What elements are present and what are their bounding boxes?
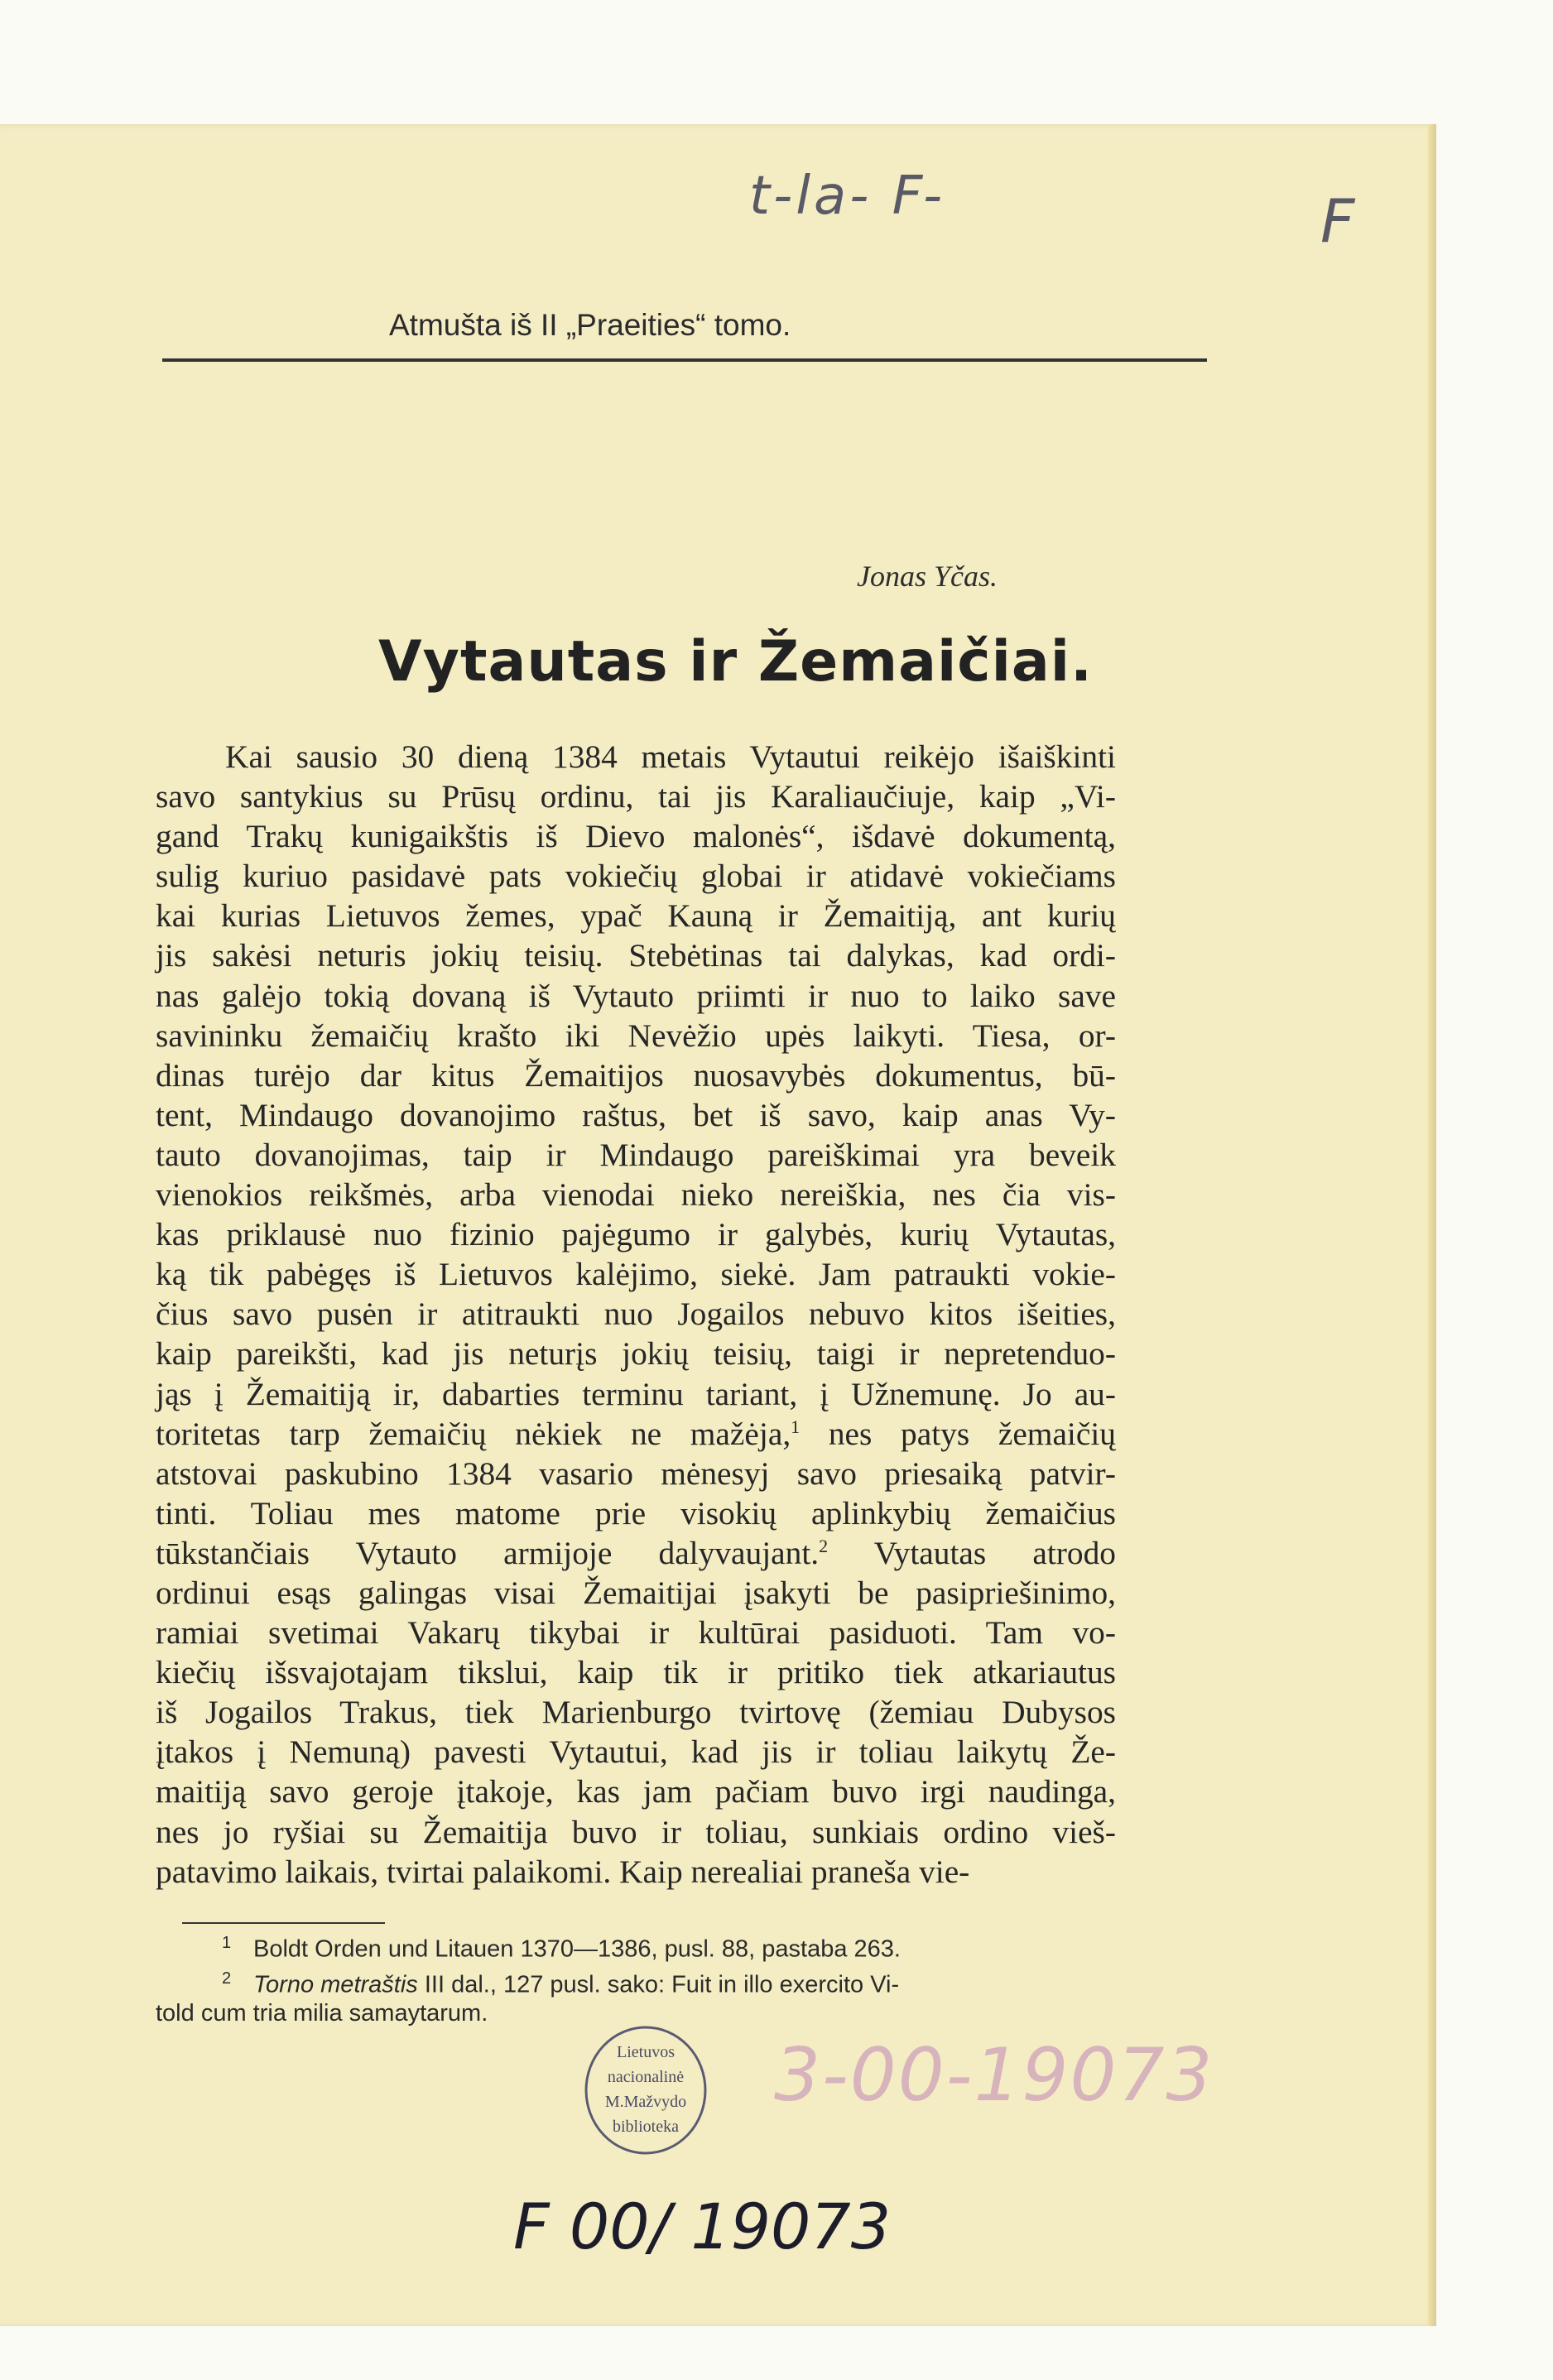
- footnote-text: Boldt Orden und Litauen 1370—1386, pusl. 88, pastaba 263.: [253, 1935, 901, 1963]
- body-line-with-footnote-2: [156, 1533, 1116, 1573]
- stamp-line: nacionalinė: [607, 2068, 685, 2086]
- body-line: Kai sausio 30 dieną 1384 metais Vytautui reikėjo išaiškinti: [225, 738, 1116, 775]
- accession-number-pink: 3-00-19073: [774, 2032, 1214, 2118]
- body-line: dinas turėjo dar kitus Žemaitijos nuosavybės dokumentus, bū-: [156, 1056, 1116, 1094]
- body-line-tail: nes patys žemaičių: [828, 1415, 1116, 1452]
- body-line-tail: Vytautas atrodo: [873, 1534, 1116, 1571]
- body-line: patavimo laikais, tvirtai palaikomi. Kaip nerealiai praneša vie-: [156, 1853, 970, 1890]
- handwritten-note-top: t-la- F-: [749, 166, 946, 227]
- body-line: kiečių išsvajotajam tikslui, kaip tik ir pritiko tiek atkariautus: [156, 1654, 1116, 1691]
- article-body: [156, 737, 1116, 1892]
- body-line: jąs į Žemaitiją ir, dabarties terminu tariant, į Užnemunę. Jo au-: [156, 1375, 1116, 1412]
- library-stamp: [579, 2024, 712, 2156]
- body-line: tent, Mindaugo dovanojimo raštus, bet iš savo, kaip anas Vy-: [156, 1096, 1116, 1133]
- body-line: atstovai paskubino 1384 vasario mėnesyj savo priesaiką patvir-: [156, 1454, 1116, 1492]
- body-line: tinti. Toliau mes matome prie visokių aplinkybių žemaičius: [156, 1494, 1116, 1531]
- body-line: maitiją savo geroje įtakoje, kas jam pačiam buvo irgi naudinga,: [156, 1773, 1116, 1810]
- stamp-line: biblioteka: [613, 2118, 679, 2136]
- footnote-2-continuation: told cum tria milia samaytarum.: [156, 2000, 488, 2027]
- article-title: Vytautas ir Žemaičiai.: [378, 629, 1093, 695]
- accession-number-ink: F 00/ 19073: [513, 2190, 892, 2263]
- body-line-text: toritetas tarp žemaičių nėkiek ne mažėja,: [156, 1415, 791, 1452]
- body-line: kas priklausė nuo fizinio pajėgumo ir galybės, kurių Vytautas,: [156, 1216, 1116, 1253]
- footnote-ref-2: 2: [819, 1535, 829, 1556]
- footnote-number: 2: [222, 1969, 232, 1988]
- body-line: nas galėjo tokią dovaną iš Vytauto priimti ir nuo to laiko save: [156, 977, 1116, 1014]
- body-line: sulig kuriuo pasidavė pats vokiečių globai ir atidavė vokiečiams: [156, 858, 1116, 895]
- footnote-rule: [182, 1922, 385, 1924]
- body-line: ordinui esąs galingas visai Žemaitijai įsakyti be pasipriešinimo,: [156, 1574, 1116, 1611]
- body-line: ramiai svetimai Vakarų tikybai ir kultūrai pasiduoti. Tam vo-: [156, 1614, 1116, 1652]
- body-line: kaip pareikšti, kad jis neturįs jokių teisių, taigi ir nepretenduo-: [156, 1335, 1116, 1373]
- body-line: vienokios reikšmės, arba vienodai nieko nereiškia, nes čia vis-: [156, 1176, 1116, 1214]
- body-line-text: tūkstančiais Vytauto armijoje dalyvaujant.: [156, 1534, 820, 1571]
- body-line: savo santykius su Prūsų ordinu, tai jis Karaliaučiuje, kaip „Vi-: [156, 778, 1116, 815]
- stamp-line: Lietuvos: [617, 2043, 675, 2061]
- footnote-1: [156, 1929, 1116, 1964]
- footnote-text: III dal., 127 pusl. sako: Fuit in illo exercito Vi-: [417, 1971, 900, 1998]
- author-name: Jonas Yčas.: [857, 560, 998, 593]
- body-line: savininku žemaičių krašto iki Nevėžio upės laikyti. Tiesa, or-: [156, 1017, 1116, 1054]
- body-line: gand Trakų kunigaikštis iš Dievo malonės“, išdavė dokumentą,: [156, 818, 1116, 855]
- body-line: ką tik pabėgęs iš Lietuvos kalėjimo, siekė. Jam patraukti vokie-: [156, 1256, 1116, 1293]
- body-line: tauto dovanojimas, taip ir Mindaugo pareiškimai yra beveik: [156, 1136, 1116, 1173]
- body-line-with-footnote-1: [156, 1414, 1116, 1454]
- body-line: nes jo ryšiai su Žemaitija buvo ir toliau, sunkiais ordino vieš-: [156, 1813, 1116, 1850]
- body-line: jis sakėsi neturis jokių teisių. Stebėtinas tai dalykas, kad ordi-: [156, 937, 1116, 974]
- body-line: iš Jogailos Trakus, tiek Marienburgo tvirtovę (žemiau Dubysos: [156, 1694, 1116, 1731]
- footnote-source-title: Torno metraštis: [253, 1971, 418, 1998]
- footnote-number: 1: [222, 1934, 232, 1952]
- source-note: Atmušta iš II „Praeities“ tomo.: [389, 308, 791, 342]
- footnotes: [156, 1929, 1116, 2028]
- footnote-2: [156, 1964, 1116, 2000]
- handwritten-corner-mark: F: [1320, 186, 1355, 256]
- body-line: įtakos į Nemuną) pavesti Vytautui, kad jis ir toliau laikytų Že-: [156, 1733, 1116, 1771]
- stamp-line: M.Mažvydo: [604, 2093, 687, 2111]
- body-line: čius savo pusėn ir atitraukti nuo Jogailos nebuvo kitos išeities,: [156, 1296, 1116, 1333]
- footnote-ref-1: 1: [791, 1416, 801, 1437]
- header-rule: [162, 358, 1207, 362]
- body-line: kai kurias Lietuvos žemes, ypač Kauną ir Žemaitiją, ant kurių: [156, 897, 1116, 935]
